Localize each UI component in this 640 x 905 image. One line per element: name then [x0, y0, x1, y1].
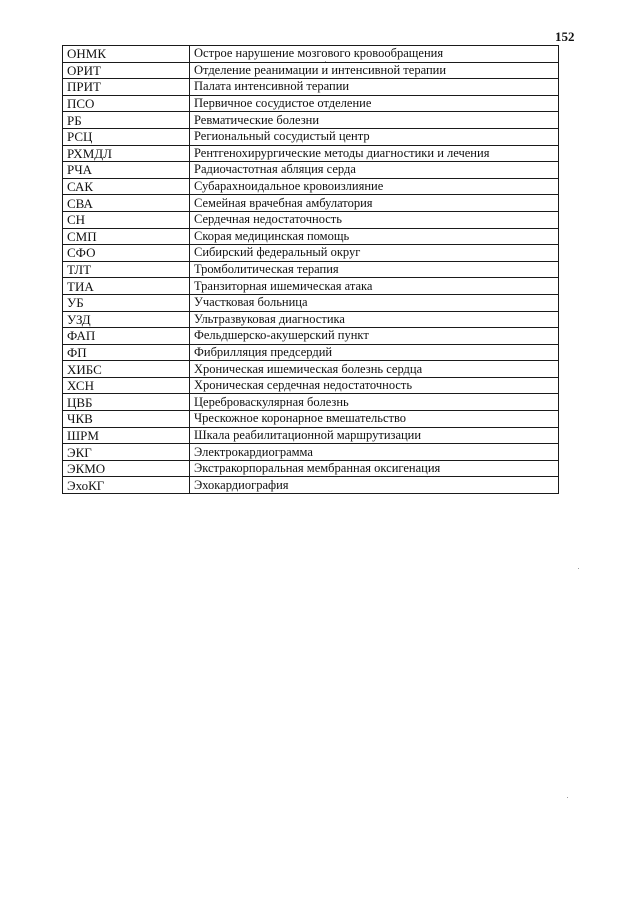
- meaning-cell: Сибирский федеральный округ: [190, 245, 559, 262]
- table-row: [63, 278, 559, 295]
- abbreviation-cell: РСЦ: [63, 128, 190, 145]
- abbreviation-cell: ФАП: [63, 328, 190, 345]
- abbreviation-cell: ШРМ: [63, 427, 190, 444]
- table-row: [63, 294, 559, 311]
- meaning-cell: Субарахноидальное кровоизлияние: [190, 178, 559, 195]
- meaning-cell: Радиочастотная абляция серда: [190, 162, 559, 179]
- table-row: [63, 195, 559, 212]
- meaning-cell: Эхокардиография: [190, 477, 559, 494]
- abbreviations-table: [62, 45, 559, 494]
- abbreviation-cell: ЭКГ: [63, 444, 190, 461]
- table-row: [63, 46, 559, 63]
- table-row: [63, 361, 559, 378]
- meaning-cell: Электрокардиограмма: [190, 444, 559, 461]
- table-row: [63, 79, 559, 96]
- meaning-cell: Ревматические болезни: [190, 112, 559, 129]
- table-row: [63, 394, 559, 411]
- table-row: [63, 112, 559, 129]
- table-row: [63, 62, 559, 79]
- table-row: [63, 245, 559, 262]
- meaning-cell: Региональный сосудистый центр: [190, 128, 559, 145]
- scan-speck: [578, 568, 579, 569]
- meaning-cell: Палата интенсивной терапии: [190, 79, 559, 96]
- abbreviation-cell: СМП: [63, 228, 190, 245]
- table-row: [63, 95, 559, 112]
- table-row: [63, 178, 559, 195]
- abbreviation-cell: РБ: [63, 112, 190, 129]
- meaning-cell: Скорая медицинская помощь: [190, 228, 559, 245]
- table-row: [63, 128, 559, 145]
- abbreviation-cell: ТЛТ: [63, 261, 190, 278]
- table-row: [63, 377, 559, 394]
- abbreviation-cell: ОРИТ: [63, 62, 190, 79]
- meaning-cell: Острое нарушение мозгового кровообращения: [190, 46, 559, 63]
- table-row: [63, 311, 559, 328]
- table-row: [63, 444, 559, 461]
- abbreviation-cell: ХИБС: [63, 361, 190, 378]
- meaning-cell: Фельдшерско-акушерский пункт: [190, 328, 559, 345]
- abbreviation-cell: РЧА: [63, 162, 190, 179]
- meaning-cell: Рентгенохирургические методы диагностики и лечения: [190, 145, 559, 162]
- table-row: [63, 261, 559, 278]
- abbreviation-cell: ХСН: [63, 377, 190, 394]
- table-row: [63, 477, 559, 494]
- table-row: [63, 411, 559, 428]
- abbreviation-cell: ТИА: [63, 278, 190, 295]
- table-row: [63, 328, 559, 345]
- table-row: [63, 211, 559, 228]
- meaning-cell: Экстракорпоральная мембранная оксигенация: [190, 460, 559, 477]
- abbreviation-cell: ЭКМО: [63, 460, 190, 477]
- abbreviation-cell: СВА: [63, 195, 190, 212]
- abbreviation-cell: СФО: [63, 245, 190, 262]
- abbreviation-cell: САК: [63, 178, 190, 195]
- meaning-cell: Хроническая сердечная недостаточность: [190, 377, 559, 394]
- meaning-cell: Семейная врачебная амбулатория: [190, 195, 559, 212]
- abbreviation-cell: СН: [63, 211, 190, 228]
- table-row: [63, 427, 559, 444]
- abbreviation-cell: ОНМК: [63, 46, 190, 63]
- meaning-cell: Ультразвуковая диагностика: [190, 311, 559, 328]
- abbreviation-cell: ФП: [63, 344, 190, 361]
- abbreviations-table-body: [63, 46, 559, 494]
- abbreviation-cell: ЦВБ: [63, 394, 190, 411]
- meaning-cell: Чрескожное коронарное вмешательство: [190, 411, 559, 428]
- scan-speck: [567, 797, 568, 798]
- meaning-cell: Первичное сосудистое отделение: [190, 95, 559, 112]
- meaning-cell: Тромболитическая терапия: [190, 261, 559, 278]
- abbreviation-cell: УЗД: [63, 311, 190, 328]
- abbreviation-cell: ЭхоКГ: [63, 477, 190, 494]
- meaning-cell: Хроническая ишемическая болезнь сердца: [190, 361, 559, 378]
- meaning-cell: Участковая больница: [190, 294, 559, 311]
- abbreviation-cell: ПСО: [63, 95, 190, 112]
- meaning-cell: Шкала реабилитационной маршрутизации: [190, 427, 559, 444]
- meaning-cell: Транзиторная ишемическая атака: [190, 278, 559, 295]
- meaning-cell: Цереброваскулярная болезнь: [190, 394, 559, 411]
- table-row: [63, 344, 559, 361]
- abbreviation-cell: ЧКВ: [63, 411, 190, 428]
- abbreviation-cell: УБ: [63, 294, 190, 311]
- meaning-cell: Сердечная недостаточность: [190, 211, 559, 228]
- meaning-cell: Фибрилляция предсердий: [190, 344, 559, 361]
- abbreviation-cell: ПРИТ: [63, 79, 190, 96]
- table-row: [63, 145, 559, 162]
- scan-speck: [325, 61, 326, 62]
- table-row: [63, 228, 559, 245]
- page-number: 152: [555, 29, 575, 44]
- table-row: [63, 162, 559, 179]
- table-row: [63, 460, 559, 477]
- meaning-cell: Отделение реанимации и интенсивной терапии: [190, 62, 559, 79]
- abbreviation-cell: РХМДЛ: [63, 145, 190, 162]
